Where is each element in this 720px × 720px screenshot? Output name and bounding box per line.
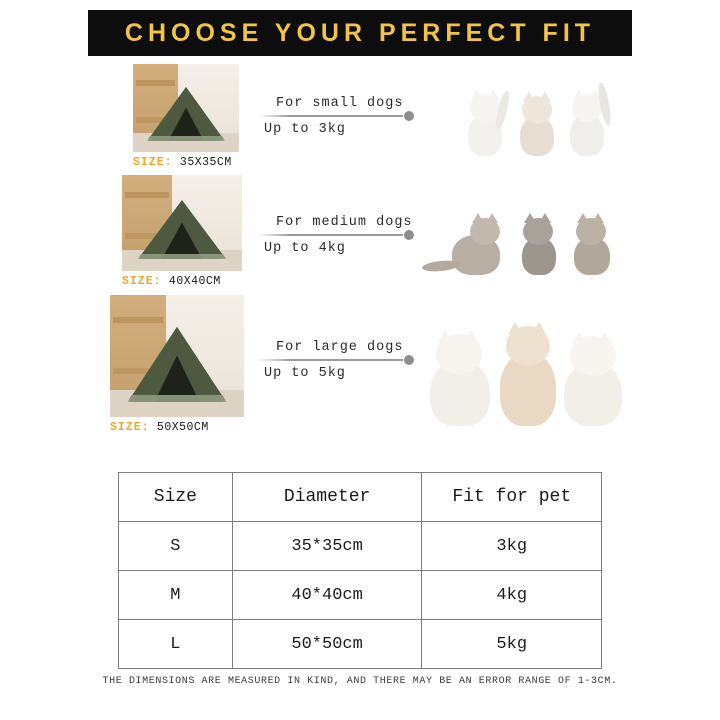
product-photo-small <box>133 64 239 152</box>
table-row <box>119 522 602 571</box>
cat-ear-left <box>524 213 536 223</box>
size-label-value: 35X35CM <box>179 156 232 169</box>
cat-ear-right <box>464 330 478 342</box>
cat-1 <box>426 211 516 275</box>
cat-ear-left <box>472 213 484 223</box>
size-row-medium <box>0 175 720 293</box>
cat-2 <box>512 209 568 275</box>
caption-rule <box>258 115 403 117</box>
size-table <box>118 472 602 669</box>
caption-small <box>258 96 403 137</box>
kitten-ear-right <box>487 89 499 100</box>
size-row-small <box>0 64 720 174</box>
cell-diameter: 35*35cm <box>232 522 422 571</box>
cat-ear-right <box>592 213 604 223</box>
caption-rule <box>258 359 403 361</box>
product-photo-block-small <box>133 64 239 169</box>
kitten-ear-left <box>471 89 483 100</box>
pets-group-medium <box>420 189 620 275</box>
pet-tent-icon <box>147 87 225 142</box>
table-row <box>119 571 602 620</box>
product-photo-block-large <box>110 295 244 434</box>
persian-cat-1 <box>424 316 498 426</box>
caption-large-line2: Up to 5kg <box>264 366 346 381</box>
cat-ear-left <box>572 332 586 344</box>
cell-fit: 4kg <box>422 571 602 620</box>
caption-large <box>258 340 403 381</box>
size-label-key: SIZE: <box>122 275 162 288</box>
bullet-dot-icon <box>404 111 414 121</box>
tent-trim <box>147 136 225 141</box>
cat-ear-left <box>438 330 452 342</box>
kitten-ear-left <box>573 89 585 100</box>
cell-size: M <box>119 571 233 620</box>
size-label-value: 40X40CM <box>168 275 221 288</box>
caption-rule <box>258 234 403 236</box>
caption-medium-line2: Up to 4kg <box>264 241 346 256</box>
caption-small-line2: Up to 3kg <box>264 122 346 137</box>
tent-trim <box>138 254 227 260</box>
product-photo-large <box>110 295 244 417</box>
cat-tail <box>422 259 461 273</box>
size-label-medium <box>122 275 242 288</box>
kitten-1 <box>460 84 514 156</box>
size-label-large <box>110 421 244 434</box>
cat-ear-right <box>486 213 498 223</box>
page-title: CHOOSE YOUR PERFECT FIT <box>124 18 596 47</box>
table-header-diameter: Diameter <box>232 473 422 522</box>
cat-ear-left <box>577 213 589 223</box>
size-label-key: SIZE: <box>110 421 150 434</box>
tent-trim <box>127 395 226 403</box>
cell-fit: 5kg <box>422 620 602 669</box>
caption-large-line1: For large dogs <box>276 340 404 355</box>
kitten-ear-left <box>523 91 535 102</box>
measurement-footnote: THE DIMENSIONS ARE MEASURED IN KIND, AND THERE MAY BE AN ERROR RANGE OF 1-3CM. <box>102 676 618 687</box>
kitten-3 <box>564 82 622 156</box>
size-label-key: SIZE: <box>133 156 173 169</box>
table-header-row <box>119 473 602 522</box>
pets-group-small <box>452 70 622 156</box>
persian-cat-2 <box>492 308 564 426</box>
cat-ear-right <box>539 213 551 223</box>
kitten-ear-right <box>539 91 551 102</box>
size-label-small <box>133 156 239 169</box>
bullet-dot-icon <box>404 230 414 240</box>
table-header-fit-for-pet: Fit for pet <box>422 473 602 522</box>
pet-tent-icon <box>127 327 226 403</box>
cell-size: S <box>119 522 233 571</box>
size-row-large <box>0 295 720 445</box>
kitten-2 <box>512 86 566 156</box>
pets-group-large <box>424 301 624 426</box>
table-row <box>119 620 602 669</box>
cell-diameter: 50*50cm <box>232 620 422 669</box>
product-photo-block-medium <box>122 175 242 288</box>
pet-tent-icon <box>138 200 227 260</box>
cell-size: L <box>119 620 233 669</box>
size-label-value: 50X50CM <box>156 421 209 434</box>
caption-small-line1: For small dogs <box>276 96 404 111</box>
cat-ear-left <box>508 322 522 334</box>
persian-cat-3 <box>558 320 630 426</box>
cat-ear-right <box>532 322 546 334</box>
cell-fit: 3kg <box>422 522 602 571</box>
bullet-dot-icon <box>404 355 414 365</box>
header-banner <box>88 10 632 56</box>
caption-medium <box>258 215 413 256</box>
table-header-size: Size <box>119 473 233 522</box>
cell-diameter: 40*40cm <box>232 571 422 620</box>
product-photo-medium <box>122 175 242 271</box>
caption-medium-line1: For medium dogs <box>276 215 413 230</box>
cat-3 <box>564 209 622 275</box>
cat-ear-right <box>598 332 612 344</box>
